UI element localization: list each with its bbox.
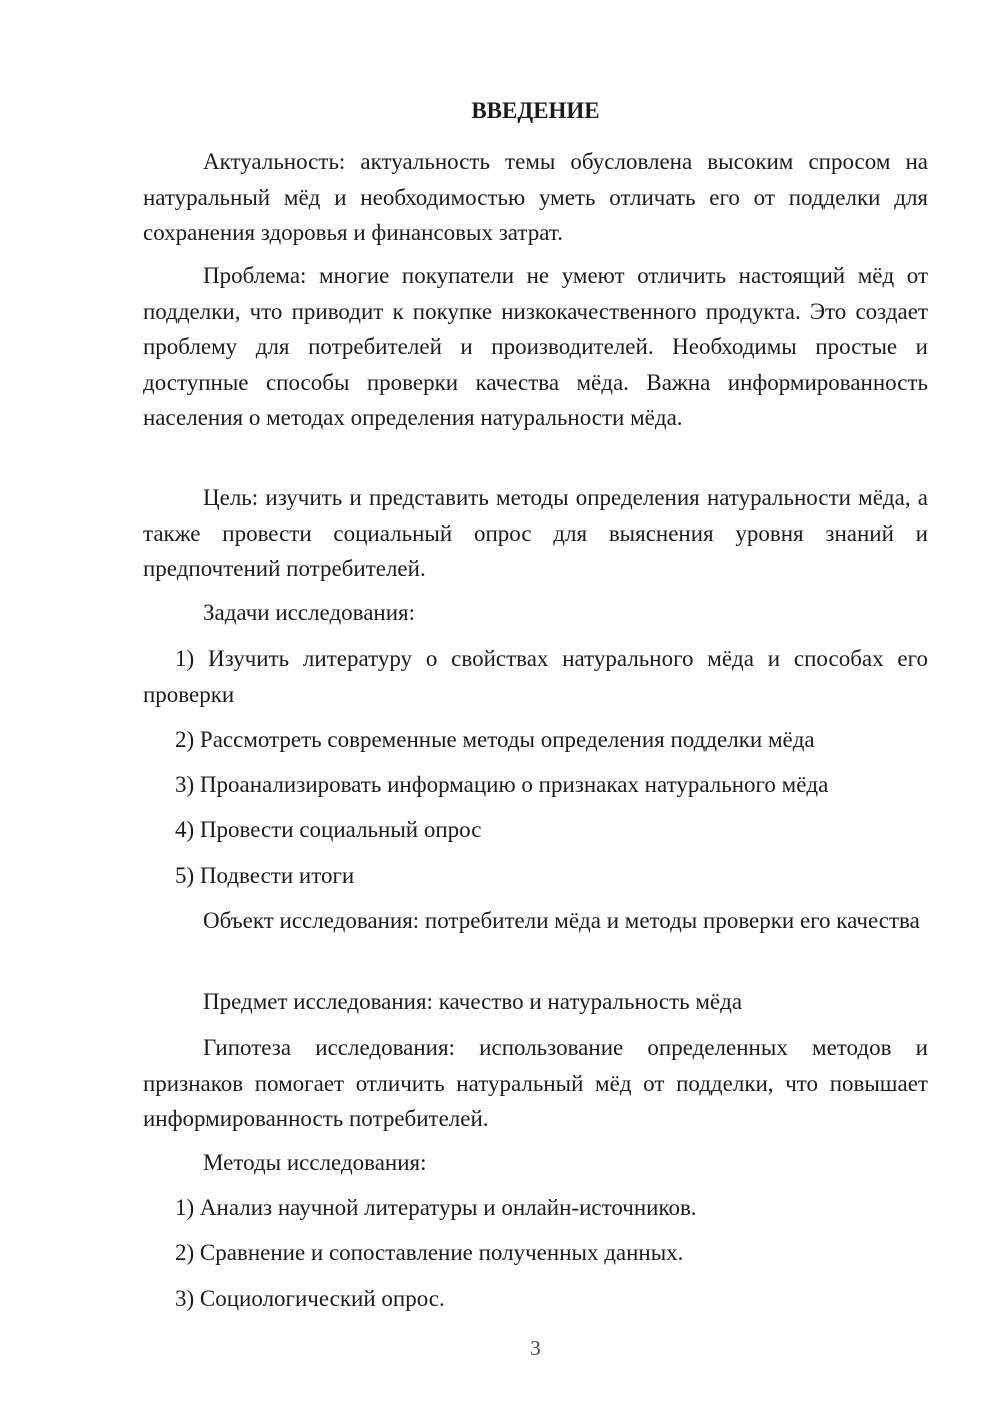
task-item-1: 1) Изучить литературу о свойствах натурального мёда и способах его проверки: [143, 646, 928, 707]
object-paragraph: Объект исследования: потребители мёда и методы проверки его качества: [203, 908, 920, 933]
hypothesis-paragraph: Гипотеза исследования: использование определенных методов и признаков помогает отличить натуральный мёд от подделки, что повышает информированность потребителей.: [143, 1035, 928, 1131]
method-item-3: 3) Социологический опрос.: [175, 1286, 445, 1311]
task-item-3: 3) Проанализировать информацию о признаках натурального мёда: [175, 772, 829, 797]
task-item-4: 4) Провести социальный опрос: [175, 817, 482, 842]
task-item-2: 2) Рассмотреть современные методы определения подделки мёда: [175, 727, 815, 752]
methods-heading: Методы исследования:: [203, 1150, 427, 1175]
tasks-heading: Задачи исследования:: [203, 600, 416, 625]
method-item-1: 1) Анализ научной литературы и онлайн-источников.: [175, 1195, 697, 1220]
page-title: ВВЕДЕНИЕ: [471, 98, 600, 123]
task-item-5: 5) Подвести итоги: [175, 863, 355, 888]
method-item-2: 2) Сравнение и сопоставление полученных данных.: [175, 1240, 684, 1265]
problem-paragraph: Проблема: многие покупатели не умеют отличить настоящий мёд от подделки, что приводит к покупке низкокачественного продукта. Это создает проблему для потребителей и производителей. Необходимы простые и доступные способы проверки качества мёда. Важна информированность населения о методах определения натуральности мёда.: [143, 263, 928, 430]
page-number: 3: [530, 1336, 541, 1360]
subject-paragraph: Предмет исследования: качество и натуральность мёда: [203, 989, 743, 1014]
relevance-paragraph: Актуальность: актуальность темы обусловлена высоким спросом на натуральный мёд и необходимостью уметь отличать его от подделки для сохранения здоровья и финансовых затрат.: [143, 149, 928, 245]
goal-paragraph: Цель: изучить и представить методы определения натуральности мёда, а также провести социальный опрос для выяснения уровня знаний и предпочтений потребителей.: [143, 485, 928, 581]
